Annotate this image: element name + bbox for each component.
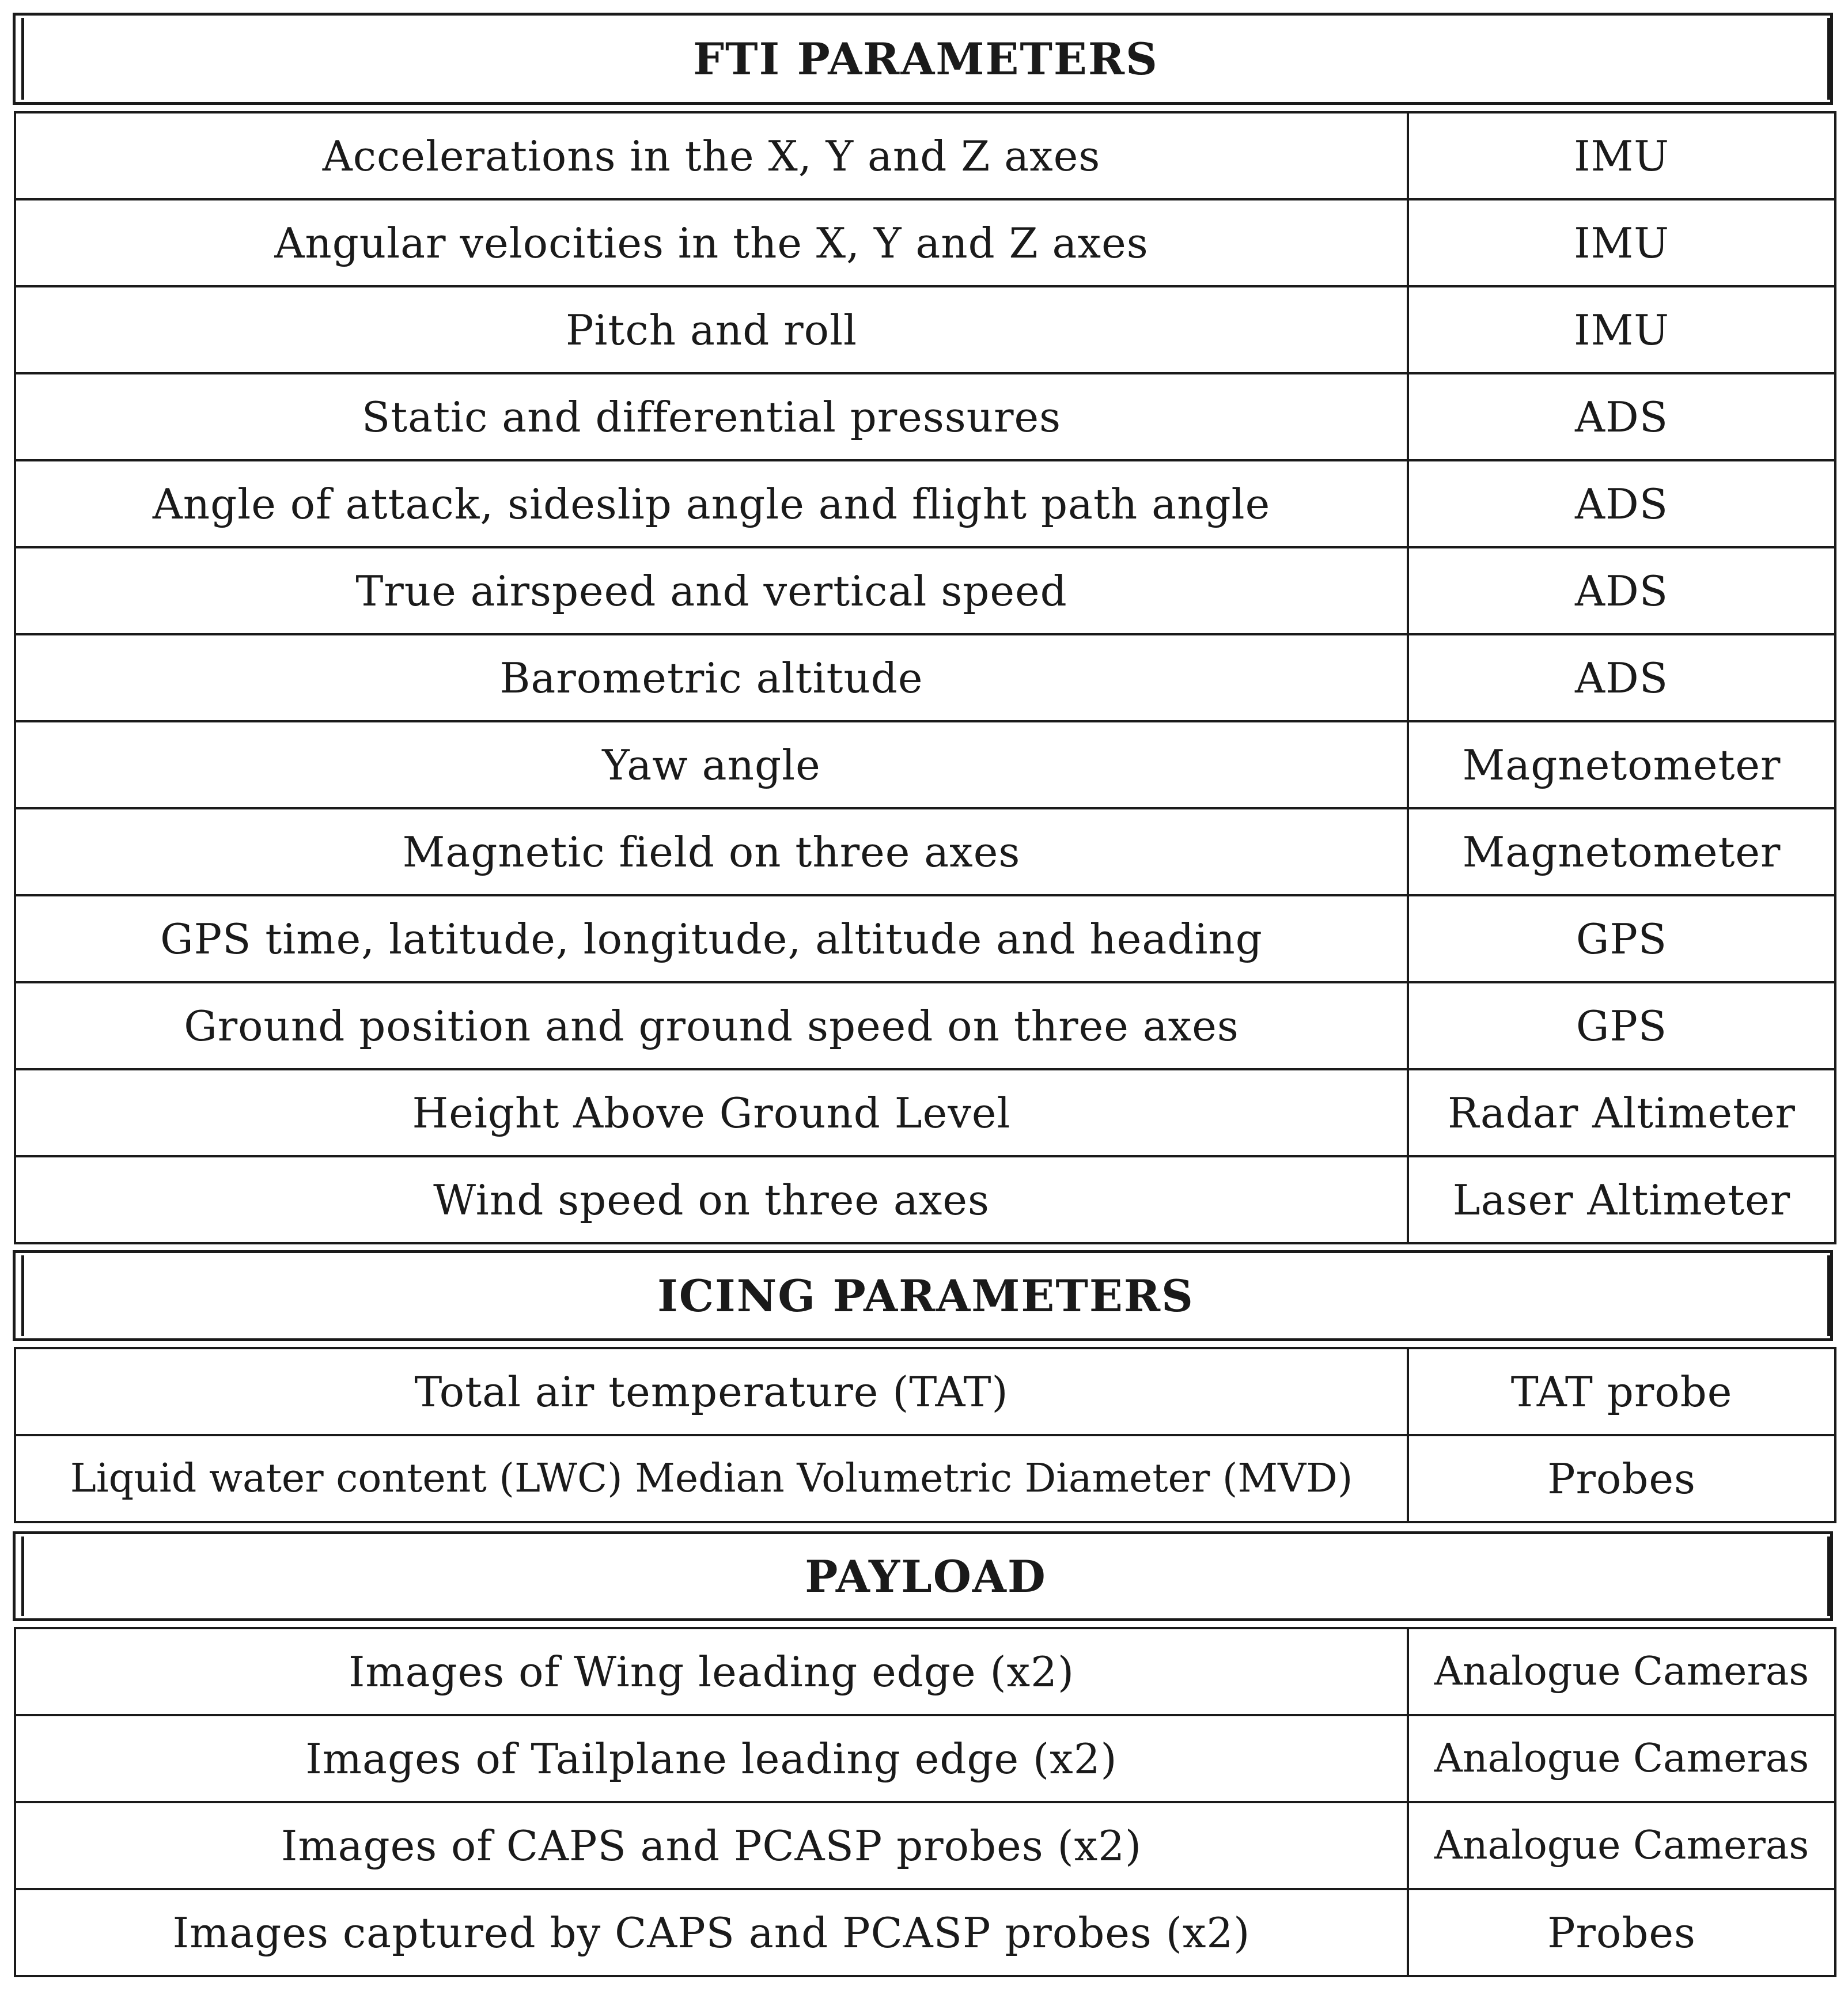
source-cell: IMU	[1408, 286, 1835, 373]
icing-parameters-title: ICING PARAMETERS	[21, 1255, 1830, 1336]
parameter-cell: Wind speed on three axes	[15, 1156, 1408, 1243]
parameter-cell: Static and differential pressures	[15, 373, 1408, 460]
parameter-cell: GPS time, latitude, longitude, altitude and heading	[15, 895, 1408, 982]
table-row	[15, 1628, 1835, 1715]
table-row	[15, 634, 1835, 721]
icing-parameters-table	[14, 1347, 1836, 1523]
source-cell: Magnetometer	[1408, 808, 1835, 895]
fti-parameters-header	[13, 13, 1833, 105]
fti-parameters-title: FTI PARAMETERS	[21, 18, 1830, 100]
parameter-cell: Angle of attack, sideslip angle and flight path angle	[15, 460, 1408, 547]
parameter-cell: Images captured by CAPS and PCASP probes (x2)	[15, 1889, 1408, 1976]
parameter-cell: Liquid water content (LWC) Median Volumetric Diameter (MVD)	[15, 1435, 1408, 1522]
parameter-cell: Pitch and roll	[15, 286, 1408, 373]
table-row	[15, 373, 1835, 460]
parameter-cell: Images of Wing leading edge (x2)	[15, 1628, 1408, 1715]
payload-table	[14, 1627, 1836, 1977]
source-cell: Probes	[1408, 1889, 1835, 1976]
source-cell: Magnetometer	[1408, 721, 1835, 808]
table-row	[15, 721, 1835, 808]
source-cell: ADS	[1408, 634, 1835, 721]
parameter-cell: Accelerations in the X, Y and Z axes	[15, 112, 1408, 199]
table-row	[15, 808, 1835, 895]
table-row	[15, 1156, 1835, 1243]
table-row	[15, 460, 1835, 547]
source-cell: Radar Altimeter	[1408, 1069, 1835, 1156]
table-row	[15, 199, 1835, 286]
source-cell: Analogue Cameras	[1408, 1628, 1835, 1715]
source-cell: TAT probe	[1408, 1348, 1835, 1435]
icing-parameters-header	[13, 1250, 1833, 1341]
source-cell: ADS	[1408, 373, 1835, 460]
table-row	[15, 1069, 1835, 1156]
table-row	[15, 1715, 1835, 1802]
source-cell: Probes	[1408, 1435, 1835, 1522]
source-cell: IMU	[1408, 199, 1835, 286]
parameter-cell: Ground position and ground speed on three axes	[15, 982, 1408, 1069]
table-row	[15, 286, 1835, 373]
table-row	[15, 982, 1835, 1069]
table-row	[15, 895, 1835, 982]
parameter-cell: Yaw angle	[15, 721, 1408, 808]
source-cell: IMU	[1408, 112, 1835, 199]
parameter-cell: Height Above Ground Level	[15, 1069, 1408, 1156]
parameter-cell: Images of CAPS and PCASP probes (x2)	[15, 1802, 1408, 1889]
source-cell: Analogue Cameras	[1408, 1802, 1835, 1889]
table-row	[15, 547, 1835, 634]
source-cell: ADS	[1408, 460, 1835, 547]
parameter-cell: Total air temperature (TAT)	[15, 1348, 1408, 1435]
source-cell: Analogue Cameras	[1408, 1715, 1835, 1802]
source-cell: GPS	[1408, 895, 1835, 982]
parameter-cell: Magnetic field on three axes	[15, 808, 1408, 895]
table-row	[15, 1802, 1835, 1889]
table-row	[15, 1435, 1835, 1522]
table-row	[15, 1889, 1835, 1976]
parameter-cell: Barometric altitude	[15, 634, 1408, 721]
table-row	[15, 112, 1835, 199]
source-cell: GPS	[1408, 982, 1835, 1069]
payload-title: PAYLOAD	[21, 1536, 1830, 1616]
table-row	[15, 1348, 1835, 1435]
fti-parameters-table	[14, 111, 1836, 1244]
parameter-cell: Angular velocities in the X, Y and Z axes	[15, 199, 1408, 286]
parameter-cell: True airspeed and vertical speed	[15, 547, 1408, 634]
parameter-cell: Images of Tailplane leading edge (x2)	[15, 1715, 1408, 1802]
source-cell: Laser Altimeter	[1408, 1156, 1835, 1243]
payload-header	[13, 1531, 1833, 1621]
source-cell: ADS	[1408, 547, 1835, 634]
